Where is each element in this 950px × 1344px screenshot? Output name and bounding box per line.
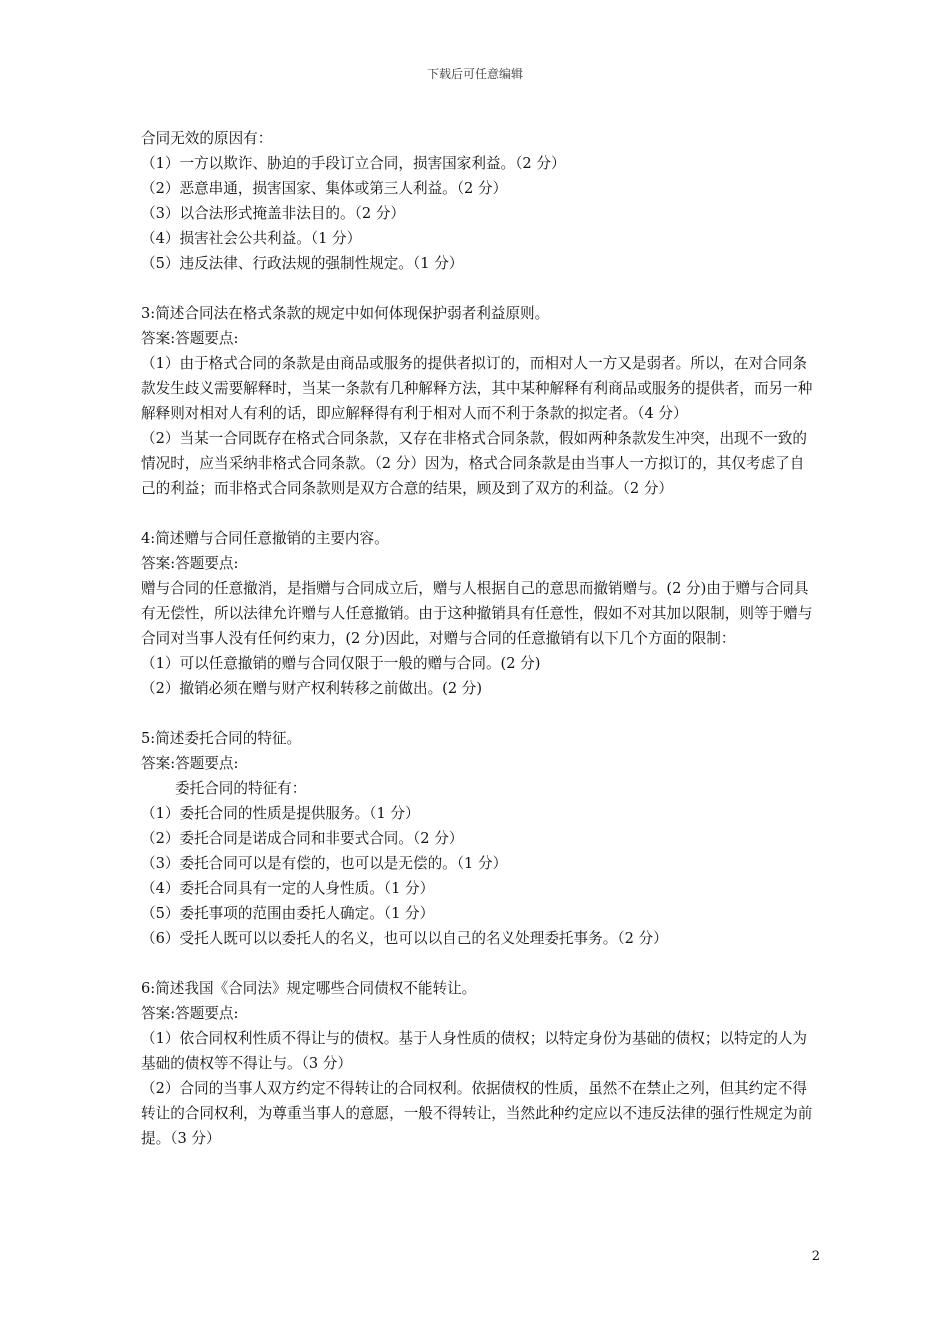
list-item: （3）委托合同可以是有偿的，也可以是无偿的。（1 分）: [141, 855, 508, 872]
question-title: 4:简述赠与合同任意撤销的主要内容。: [141, 530, 389, 547]
answer-label: 答案:答题要点:: [141, 755, 239, 772]
question-3: [141, 301, 813, 501]
question-title: 5:简述委托合同的特征。: [141, 730, 302, 747]
answer-label: 答案:答题要点:: [141, 1005, 239, 1022]
list-item: （1）一方以欺诈、胁迫的手段订立合同，损害国家利益。（2 分）: [141, 155, 566, 172]
document-body: [141, 126, 813, 1151]
list-item: （1）委托合同的性质是提供服务。（1 分）: [141, 805, 420, 822]
answer-paragraph: （1）可以任意撤销的赠与合同仅限于一般的赠与合同。(2 分): [141, 655, 541, 672]
question-6: [141, 976, 813, 1151]
question-5: [141, 726, 813, 951]
question-title: 6:简述我国《合同法》规定哪些合同债权不能转让。: [141, 980, 477, 997]
list-item: （5）违反法律、行政法规的强制性规定。（1 分）: [141, 255, 464, 272]
answer-paragraph: （1）依合同权利性质不得让与的债权。基于人身性质的债权；以特定身份为基础的债权；以特定的人为基础的债权等不得让与。（3 分）: [141, 1030, 808, 1072]
page-header: 下载后可任意编辑: [426, 67, 523, 81]
answer-paragraph: （1）由于格式合同的条款是由商品或服务的提供者拟订的，而相对人一方又是弱者。所以，在对合同条款发生歧义需要解释时，当某一条款有几种解释方法，其中某种解释有利商品或服务的提供者，而另一种解释则对相对人有利的话，即应解释得有利于相对人而不利于条款的拟定者。（4 分）: [141, 355, 813, 422]
list-item: （2）委托合同是诺成合同和非要式合同。（2 分）: [141, 830, 464, 847]
answer-paragraph: （2）当某一合同既存在格式合同条款，又存在非格式合同条款，假如两种条款发生冲突，出现不一致的情况时，应当采纳非格式合同条款。（2 分）因为，格式合同条款是由当事人一方拟订的，其仅考虑了自己的利益；而非格式合同条款则是双方合意的结果，顾及到了双方的利益。（2 分）: [141, 430, 808, 497]
list-item: （2）恶意串通，损害国家、集体或第三人利益。（2 分）: [141, 180, 508, 197]
list-item: （4）委托合同具有一定的人身性质。（1 分）: [141, 880, 435, 897]
answer-paragraph: （2）合同的当事人双方约定不得转让的合同权利。依据债权的性质，虽然不在禁止之列，但其约定不得转让的合同权利，为尊重当事人的意愿，一般不得转让，当然此种约定应以不违反法律的强行性规定为前提。（3 分）: [141, 1080, 813, 1147]
answer-paragraph: （2）撤销必须在赠与财产权利转移之前做出。(2 分): [141, 680, 483, 697]
answer-label: 答案:答题要点:: [141, 330, 239, 347]
question-4: [141, 526, 813, 701]
list-item: （6）受托人既可以以委托人的名义，也可以以自己的名义处理委托事务。（2 分）: [141, 930, 668, 947]
section-invalid-contract: [141, 126, 813, 276]
section-intro: 合同无效的原因有：: [141, 130, 273, 147]
answer-intro: 委托合同的特征有：: [175, 780, 307, 797]
list-item: （5）委托事项的范围由委托人确定。（1 分）: [141, 905, 435, 922]
answer-paragraph: 赠与合同的任意撤消，是指赠与合同成立后，赠与人根据自己的意思而撤销赠与。(2 分)由于赠与合同具有无偿性，所以法律允许赠与人任意撤销。由于这种撤销具有任意性，假如不对其加以限制，则等于赠与合同对当事人没有任何约束力，(2 分)因此，对赠与合同的任意撤销有以下几个方面的限制：: [141, 580, 813, 647]
list-item: （3）以合法形式掩盖非法目的。（2 分）: [141, 205, 406, 222]
question-title: 3:简述合同法在格式条款的规定中如何体现保护弱者利益原则。: [141, 305, 550, 322]
answer-label: 答案:答题要点:: [141, 555, 239, 572]
list-item: （4）损害社会公共利益。（1 分）: [141, 230, 362, 247]
page-number: 2: [811, 1249, 820, 1264]
